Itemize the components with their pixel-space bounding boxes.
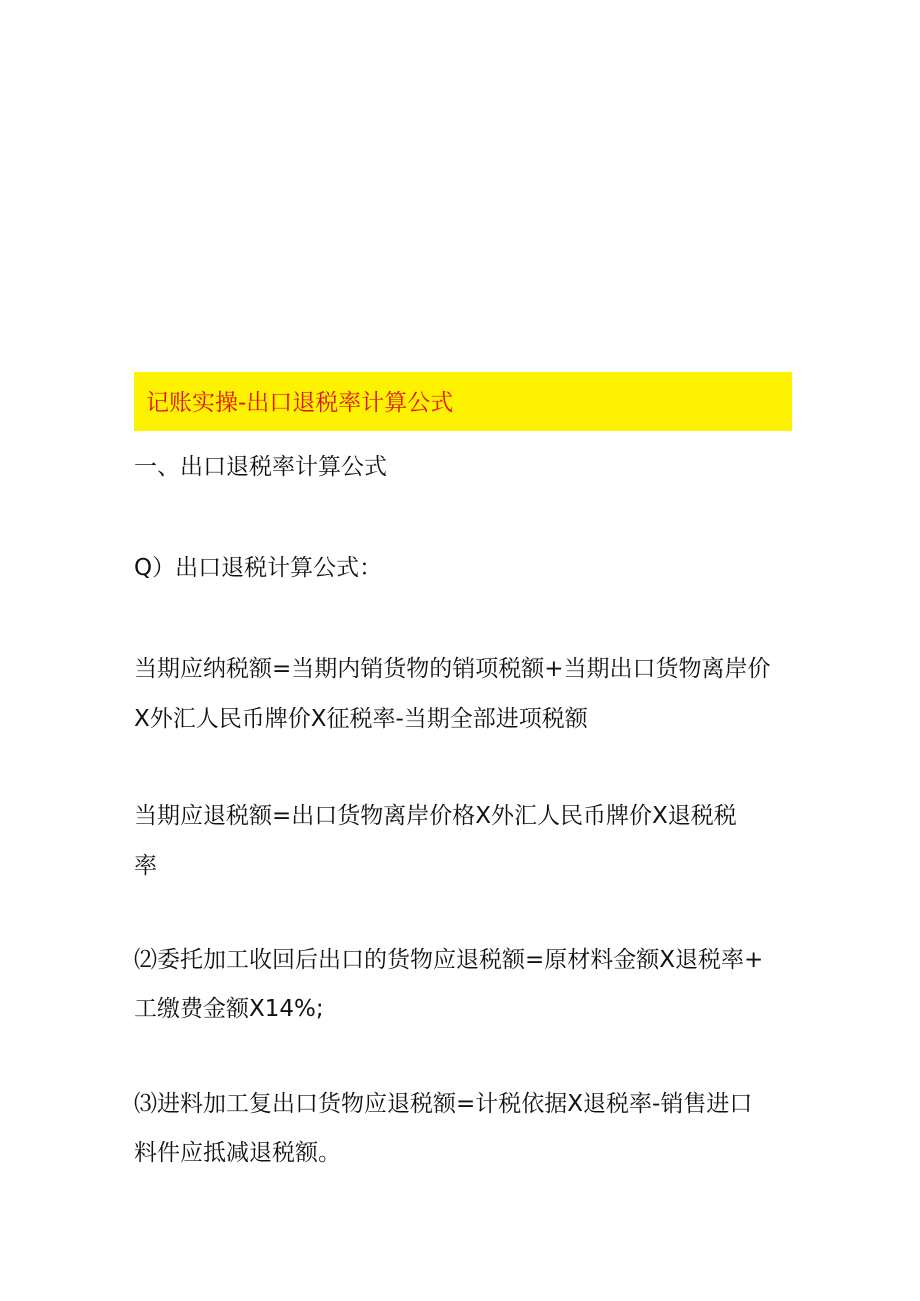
title-banner <box>134 372 792 431</box>
formula-1-line-1: 当期应纳税额=当期内销货物的销项税额+当期出口货物离岸价 <box>134 656 771 682</box>
subheading: Q）出口退税计算公式： <box>134 555 383 581</box>
formula-2-line-1: 当期应退税额=出口货物离岸价格X外汇人民币牌价X退税税 <box>134 803 737 829</box>
section-heading: 一、出口退税率计算公式 <box>134 454 387 480</box>
formula-3-line-1: ⑵委托加工收回后出口的货物应退税额=原材料金额X退税率+ <box>134 947 764 973</box>
formula-1-line-2: X外汇人民币牌价X征税率-当期全部进项税额 <box>134 706 588 732</box>
formula-3-line-2: 工缴费金额X14%; <box>134 996 324 1022</box>
document-title: 记账实操-出口退税率计算公式 <box>146 390 454 416</box>
formula-4-line-2: 料件应抵减退税额。 <box>134 1140 341 1166</box>
formula-4-line-1: ⑶进料加工复出口货物应退税额=计税依据X退税率-销售进口 <box>134 1091 753 1117</box>
formula-2-line-2: 率 <box>134 853 157 879</box>
